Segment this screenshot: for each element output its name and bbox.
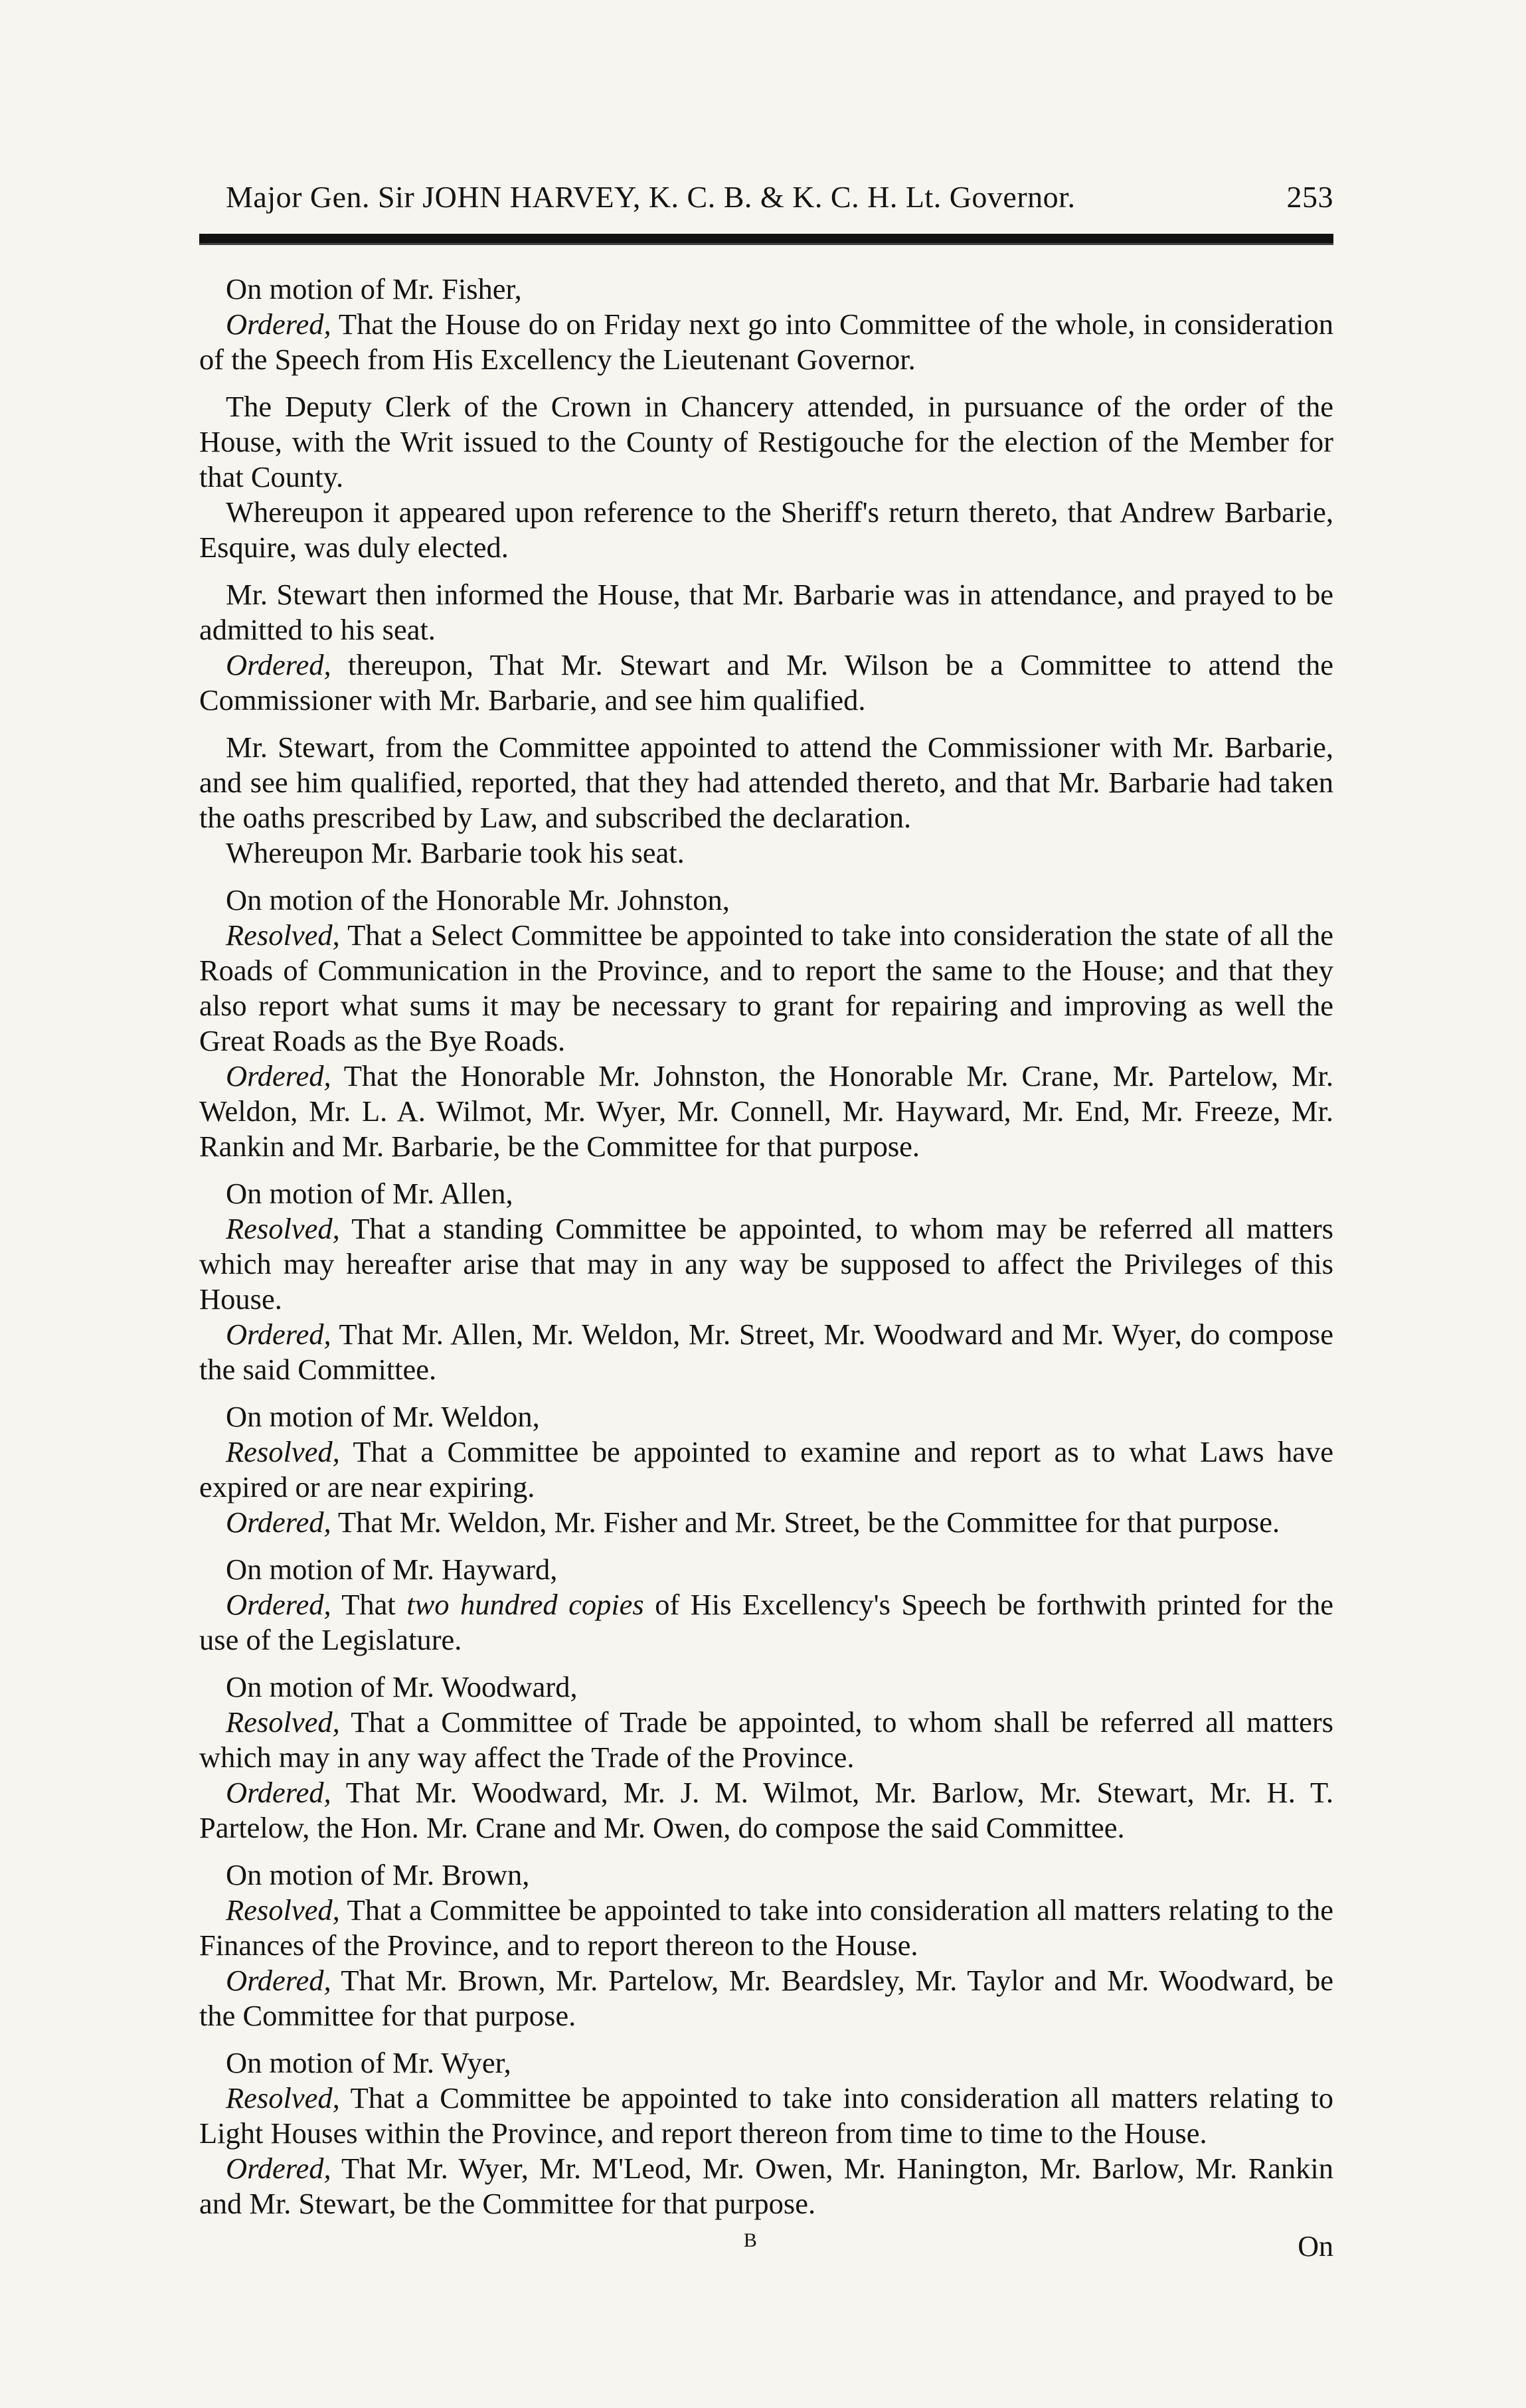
paragraph-text: That the House do on Friday next go into Committee of the whole, in consideration of the Speech from His Excellency the Lieutenant Governor. bbox=[199, 307, 1333, 376]
paragraph-lead: Ordered, bbox=[226, 1318, 331, 1351]
paragraph-text: thereupon, That Mr. Stewart and Mr. Wilson be a Committee to attend the Commissioner with Mr. Barbarie, and see him qualified. bbox=[199, 648, 1333, 717]
paragraph-lead: Ordered, bbox=[226, 1776, 331, 1809]
paragraph-lead: Ordered, bbox=[226, 1964, 331, 1997]
paragraph bbox=[199, 495, 1333, 565]
paragraph bbox=[199, 272, 1333, 307]
paragraph bbox=[199, 1211, 1333, 1317]
paragraph-lead: Ordered, bbox=[226, 1059, 331, 1092]
paragraph bbox=[199, 1505, 1333, 1540]
paragraph-text: Mr. Stewart then informed the House, that Mr. Barbarie was in attendance, and prayed to be admitted to his seat. bbox=[199, 578, 1333, 646]
paragraph-text: The Deputy Clerk of the Crown in Chancery attended, in pursuance of the order of the House, with the Writ issued to the County of Restigouche for the election of the Member for that County. bbox=[199, 390, 1333, 493]
paragraph-text: That a Committee of Trade be appointed, to whom shall be referred all matters which may in any way affect the Trade of the Province. bbox=[199, 1705, 1333, 1774]
paragraph bbox=[199, 307, 1333, 377]
paragraph bbox=[199, 1552, 1333, 1587]
paragraph-text: On motion of Mr. Fisher, bbox=[226, 272, 522, 305]
paragraph-lead: Ordered, bbox=[226, 1505, 331, 1539]
paragraph-lead: Resolved, bbox=[226, 1212, 340, 1245]
paragraph-text: That two hundred copies of His Excellency's Speech be forthwith printed for the use of the Legislature. bbox=[199, 1588, 1333, 1656]
journal-text bbox=[199, 272, 1333, 2221]
page-number: 253 bbox=[1286, 180, 1333, 214]
paragraph bbox=[199, 389, 1333, 495]
paragraph-text: On motion of Mr. Hayward, bbox=[226, 1553, 558, 1586]
paragraph-lead: Resolved, bbox=[226, 1893, 340, 1927]
italic-phrase: two hundred copies bbox=[406, 1588, 644, 1621]
paragraph bbox=[199, 577, 1333, 647]
paragraph-lead: Resolved, bbox=[226, 1435, 340, 1468]
paragraph-text: That Mr. Brown, Mr. Partelow, Mr. Beardsley, Mr. Taylor and Mr. Woodward, be the Committee for that purpose. bbox=[199, 1964, 1333, 2032]
page-footer bbox=[199, 2229, 1333, 2269]
paragraph bbox=[199, 647, 1333, 718]
paragraph bbox=[199, 1399, 1333, 1434]
paragraph bbox=[199, 1434, 1333, 1505]
paragraph bbox=[199, 730, 1333, 835]
paragraph bbox=[199, 1857, 1333, 1893]
paragraph bbox=[199, 2081, 1333, 2151]
paragraph bbox=[199, 883, 1333, 918]
paragraph-text: Whereupon Mr. Barbarie took his seat. bbox=[226, 836, 685, 869]
paragraph-lead: Ordered, bbox=[226, 1588, 331, 1621]
paragraph-text: Whereupon it appeared upon reference to the Sheriff's return thereto, that Andrew Barbarie, Esquire, was duly elected. bbox=[199, 495, 1333, 564]
paragraph bbox=[199, 918, 1333, 1059]
paragraph bbox=[199, 1893, 1333, 1963]
paragraph bbox=[199, 2045, 1333, 2081]
paragraph-lead: Ordered, bbox=[226, 2152, 331, 2185]
paragraph-text: That a Committee be appointed to take into consideration all matters relating to the Finances of the Province, and to report thereon to the House. bbox=[199, 1893, 1333, 1962]
paragraph-text: On motion of Mr. Wyer, bbox=[226, 2046, 511, 2079]
paragraph-text: That a standing Committee be appointed, to whom may be referred all matters which may hereafter arise that may in any way be supposed to affect the Privileges of this House. bbox=[199, 1212, 1333, 1316]
paragraph-text: On motion of Mr. Weldon, bbox=[226, 1400, 540, 1433]
paragraph bbox=[199, 1670, 1333, 1705]
paragraph-text: Mr. Stewart, from the Committee appointed to attend the Commissioner with Mr. Barbarie, and see him qualified, reported, that they had attended thereto, and that Mr. Barbarie had taken the oaths prescribed by Law, and subscribed the declaration. bbox=[199, 731, 1333, 834]
paragraph bbox=[199, 835, 1333, 871]
paragraph bbox=[199, 1775, 1333, 1846]
paragraph-text: That Mr. Wyer, Mr. M'Leod, Mr. Owen, Mr. Hanington, Mr. Barlow, Mr. Rankin and Mr. Stewart, be the Committee for that purpose. bbox=[199, 2152, 1333, 2220]
paragraph-text: That a Select Committee be appointed to take into consideration the state of all the Roads of Communication in the Province, and to report the same to the House; and that they also report what sums it may be necessary to grant for repairing and improving as well the Great Roads as the Bye Roads. bbox=[199, 918, 1333, 1057]
paragraph-text: On motion of Mr. Allen, bbox=[226, 1177, 513, 1210]
signature-mark: B bbox=[743, 2229, 758, 2251]
header-title: Major Gen. Sir JOHN HARVEY, K. C. B. & K. C. H. Lt. Governor. bbox=[226, 180, 1076, 214]
paragraph-lead: Resolved, bbox=[226, 918, 340, 952]
paragraph-lead: Ordered, bbox=[226, 307, 331, 341]
catchword: On bbox=[1298, 2230, 1333, 2263]
paragraph bbox=[199, 1317, 1333, 1387]
paragraph bbox=[199, 1705, 1333, 1775]
paragraph bbox=[199, 1059, 1333, 1164]
paragraph-text: That Mr. Allen, Mr. Weldon, Mr. Street, Mr. Woodward and Mr. Wyer, do compose the said Committee. bbox=[199, 1318, 1333, 1386]
paragraph-text: On motion of Mr. Woodward, bbox=[226, 1670, 578, 1703]
paragraph-lead: Resolved, bbox=[226, 1705, 340, 1739]
paragraph bbox=[199, 1176, 1333, 1211]
paragraph-text: That Mr. Woodward, Mr. J. M. Wilmot, Mr. Barlow, Mr. Stewart, Mr. H. T. Partelow, the Hon. Mr. Crane and Mr. Owen, do compose the said Committee. bbox=[199, 1776, 1333, 1844]
paragraph bbox=[199, 1587, 1333, 1658]
paragraph bbox=[199, 1963, 1333, 2033]
paragraph-text: That Mr. Weldon, Mr. Fisher and Mr. Street, be the Committee for that purpose. bbox=[331, 1505, 1280, 1539]
running-header bbox=[199, 179, 1333, 226]
paragraph-text: That a Committee be appointed to take into consideration all matters relating to Light Houses within the Province, and report thereon from time to time to the House. bbox=[199, 2081, 1333, 2150]
paragraph-lead: Resolved, bbox=[226, 2081, 340, 2114]
paragraph-lead: Ordered, bbox=[226, 648, 331, 681]
paragraph-text: On motion of the Honorable Mr. Johnston, bbox=[226, 883, 730, 916]
header-rule bbox=[199, 234, 1333, 245]
paragraph-text: That the Honorable Mr. Johnston, the Honorable Mr. Crane, Mr. Partelow, Mr. Weldon, Mr. L. A. Wilmot, Mr. Wyer, Mr. Connell, Mr. Hayward, Mr. End, Mr. Freeze, Mr. Rankin and Mr. Barbarie, be the Committee for that purpose. bbox=[199, 1059, 1333, 1163]
paragraph bbox=[199, 2151, 1333, 2221]
paragraph-text: That a Committee be appointed to examine and report as to what Laws have expired or are near expiring. bbox=[199, 1435, 1333, 1504]
paragraph-text: On motion of Mr. Brown, bbox=[226, 1858, 530, 1891]
